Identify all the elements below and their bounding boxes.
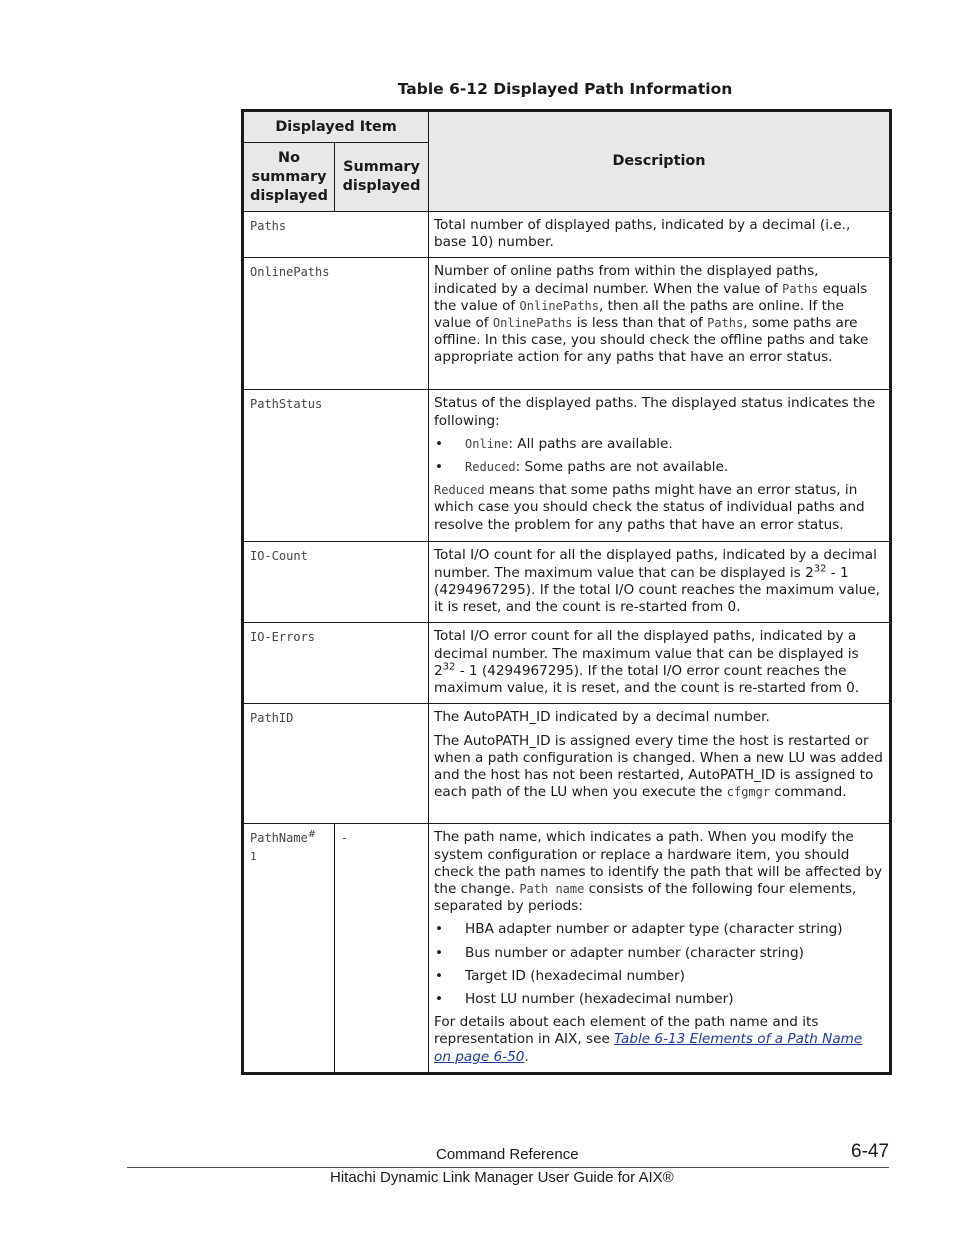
table-caption: Table 6-12 Displayed Path Information xyxy=(397,80,733,98)
desc-path-status: Status of the displayed paths. The displayed status indicates the following: • Online: All paths are available. • Reduced: Some paths are not available. Reduced means that some paths might have an error status, in which case you should check the status of individual paths and resolve the problem for any paths that have an error status. xyxy=(429,390,891,542)
table-row xyxy=(243,542,891,623)
list-item: • Reduced: Some paths are not available. xyxy=(434,459,883,476)
list-item: • Host LU number (hexadecimal number) xyxy=(434,991,883,1008)
desc-path-id: The AutoPATH_ID indicated by a decimal number. The AutoPATH_ID is assigned every time the host is restarted or when a path configuration is changed. When a new LU was added and the host has not been restarted, AutoPATH_ID is assigned to each path of the LU when you execute the cfgmgr command. xyxy=(429,704,891,824)
desc-io-count: Total I/O count for all the displayed paths, indicated by a decimal number. The maximum value that can be displayed is $2^{32} - 1$ (4294967295). If the total I/O count reaches the maximum value, it is reset, and the count is re-started from 0. xyxy=(429,542,891,623)
header-displayed-item: Displayed Item xyxy=(243,111,429,143)
desc-path-name: The path name, which indicates a path. When you modify the system configuration or replace a hardware item, you should check the path names to identify the path that will be affected by the change. Path name consists of the following four elements, separated by periods: • HBA adapter number or adapter type (character string) • Bus number or adapter number (character string) • Target ID (hexadecimal number) • Host LU number (hexadecimal number) For details about each element of the path name and its representation in AIX, see Table 6-13 Elements of a Path Name on page 6-50. xyxy=(429,824,891,1073)
item-io-errors: IO-Errors xyxy=(243,623,429,704)
desc-online-paths: Number of online paths from within the displayed paths, indicated by a decimal number. When the value of Paths equals the value of OnlinePaths, then all the paths are online. If the value of OnlinePaths is less than that of Paths, some paths are offline. In this case, you should check the offline paths and take appropriate action for any paths that have an error status. xyxy=(429,258,891,390)
item-online-paths: OnlinePaths xyxy=(243,258,429,390)
footer-divider xyxy=(127,1167,889,1168)
list-item: • Bus number or adapter number (character string) xyxy=(434,945,883,962)
table-row xyxy=(243,824,891,1073)
table-row xyxy=(243,704,891,824)
footer-page-number: 6-47 xyxy=(851,1141,890,1162)
desc-paths: Total number of displayed paths, indicated by a decimal (i.e., base 10) number. xyxy=(429,212,891,258)
table-row xyxy=(243,212,891,258)
item-path-status: PathStatus xyxy=(243,390,429,542)
footer-book-title: Hitachi Dynamic Link Manager User Guide for AIX® xyxy=(330,1169,674,1186)
item-path-name-summary: - xyxy=(335,824,429,1073)
table-6-13-link[interactable]: Table 6-13 Elements of a Path Name on page 6-50 xyxy=(434,1031,863,1065)
footer-section-title: Command Reference xyxy=(436,1146,579,1163)
header-description: Description xyxy=(429,111,891,212)
header-summary: Summary displayed xyxy=(335,143,429,212)
table-row xyxy=(243,623,891,704)
table-row xyxy=(243,258,891,390)
footnote-marker: # xyxy=(307,829,317,841)
header-no-summary: No summary displayed xyxy=(243,143,335,212)
list-item: • HBA adapter number or adapter type (character string) xyxy=(434,921,883,938)
desc-io-errors: Total I/O error count for all the displayed paths, indicated by a decimal number. The maximum value that can be displayed is $2^{32} - 1$ (4294967295). If the total I/O error count reaches the maximum value, it is reset, and the count is re-started from 0. xyxy=(429,623,891,704)
table-row xyxy=(243,390,891,542)
displayed-path-info-table xyxy=(241,109,892,1075)
item-io-count: IO-Count xyxy=(243,542,429,623)
list-item: • Online: All paths are available. xyxy=(434,436,883,453)
item-paths: Paths xyxy=(243,212,429,258)
list-item: • Target ID (hexadecimal number) xyxy=(434,968,883,985)
item-path-id: PathID xyxy=(243,704,429,824)
item-path-name: PathName# 1 xyxy=(243,824,335,1073)
